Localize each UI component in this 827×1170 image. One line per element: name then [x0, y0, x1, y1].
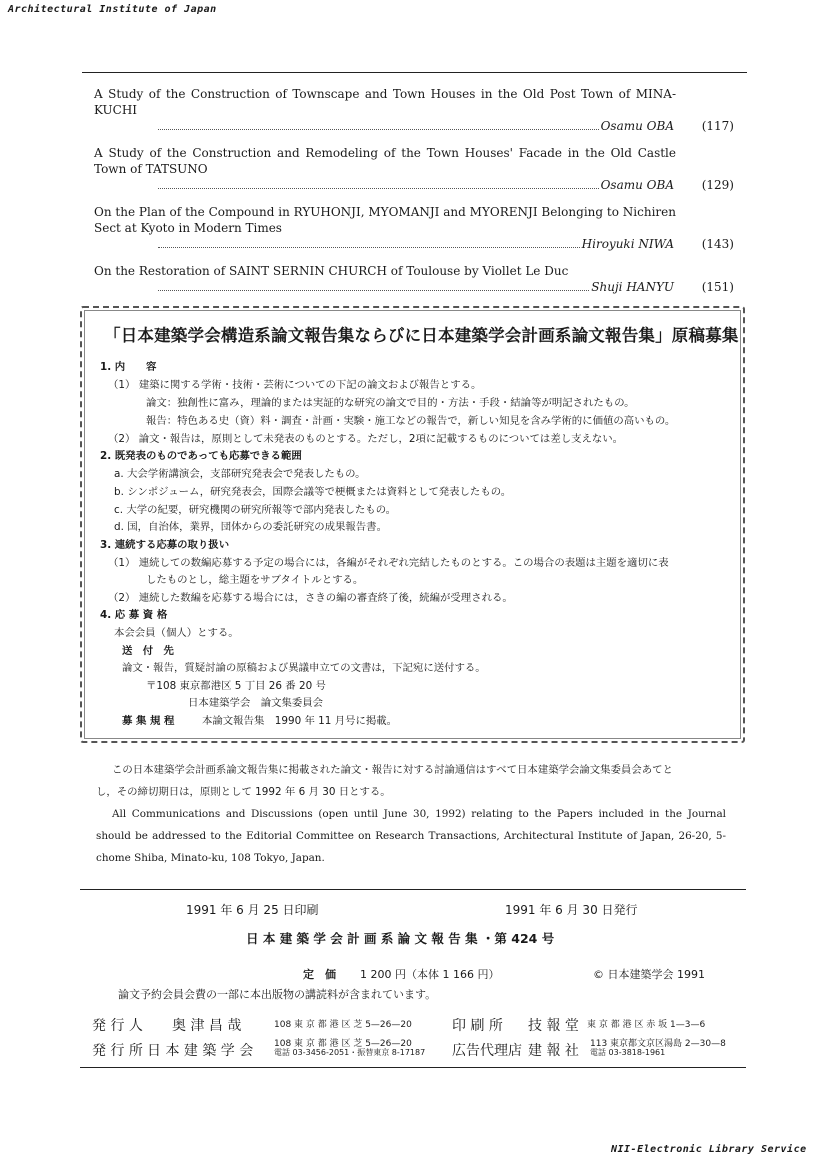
colophon-rule-top	[80, 889, 746, 890]
header-org: Architectural Institute of Japan	[8, 4, 217, 15]
issuer-label: 発 行 所	[92, 1043, 143, 1059]
cfp-line: （1） 連続しての数編応募する予定の場合には，各編がそれぞれ完結したものとする。この場合の表題は主題を適切に表	[108, 557, 669, 569]
cfp-line: 論文：独創性に富み，理論的または実証的な研究の論文で目的・方法・手段・結論等が明記されたもの。	[146, 397, 635, 409]
toc-author: Shuji HANYU	[591, 280, 674, 294]
publisher-label: 発 行 人	[92, 1018, 143, 1034]
toc-entry-2	[94, 145, 734, 193]
printer-label: 印 刷 所	[452, 1018, 503, 1034]
toc-title: On the Restoration of SAINT SERNIN CHURCH of Toulouse by Viollet Le Duc	[94, 264, 569, 278]
issuer-tel: 電話 03-3456-2051・振替東京 8-17187	[274, 1048, 426, 1057]
leader-dots	[158, 247, 580, 248]
agency-tel: 電話 03-3818-1961	[590, 1048, 666, 1057]
leader-dots	[158, 129, 599, 130]
issue-date: 1991 年 6 月 30 日発行	[505, 903, 638, 917]
cfp-title: 「日本建築学会構造系論文報告集ならびに日本建築学会計画系論文報告集」原稿募集	[104, 326, 739, 345]
toc-entry-1	[94, 86, 734, 134]
cfp-line: 4. 応 募 資 格	[100, 609, 168, 621]
cfp-line: したものとし，総主題をサブタイトルとする。	[146, 574, 364, 586]
cfp-line: 2. 既発表のものであっても応募できる範囲	[100, 450, 302, 462]
print-date: 1991 年 6 月 25 日印刷	[186, 903, 319, 917]
cfp-line: 〒108 東京都港区 5 丁目 26 番 20 号	[146, 680, 326, 692]
top-rule	[82, 72, 747, 73]
subscription-note: 論文予約会員会費の一部に本出版物の講読料が含まれています。	[118, 988, 437, 1001]
call-for-papers-box	[80, 306, 745, 743]
notes-en: All Communications and Discussions (open until June 30, 1992) relating to the Papers included in the Journal should be addressed to the Editorial Committee on Research Transactions, Architectural Institute of Japan, 26-20, 5-chome Shiba, Minato-ku, 108 Tokyo, Japan.	[96, 808, 726, 864]
toc-page: (151)	[701, 280, 734, 294]
cfp-line: 1. 内 容	[100, 361, 157, 373]
cfp-line: 本論文報告集 1990 年 11 月号に掲載。	[202, 715, 398, 727]
footer-service: NII-Electronic Library Service	[611, 1144, 807, 1155]
toc-page: (129)	[701, 178, 734, 192]
notes-ja-line: し，その締切期日は，原則として 1992 年 6 月 30 日とする。	[96, 786, 391, 798]
cfp-line: b. シンポジューム，研究発表会，国際会議等で梗概または資料として発表したもの。	[114, 486, 512, 498]
toc-title: A Study of the Construction of Townscape and Town Houses in the Old Post Town of MINA-KUCHI	[94, 87, 676, 117]
toc-author: Hiroyuki NIWA	[581, 237, 674, 251]
cfp-line: d. 国，自治体，業界，団体からの委託研究の成果報告書。	[114, 521, 387, 533]
issuer-name: 日 本 建 築 学 会	[147, 1043, 254, 1059]
printer-address: 東 京 都 港 区 赤 坂 1—3—6	[587, 1020, 706, 1030]
cfp-line: 本会会員（個人）とする。	[114, 627, 239, 639]
colophon-rule-bottom	[80, 1067, 746, 1068]
discussion-notes	[96, 759, 726, 869]
cfp-line: （2） 連続した数編を応募する場合には，さきの編の審査終了後，続編が受理される。	[108, 592, 513, 604]
cfp-line: 報告：特色ある史（資）料・調査・計画・実験・施工などの報告で，新しい知見を含み学術的に価値の高いもの。	[146, 415, 676, 427]
leader-dots	[158, 290, 589, 291]
printer-name: 技 報 堂	[528, 1018, 579, 1034]
cfp-line: c. 大学の紀要，研究機関の研究所報等で部内発表したもの。	[114, 504, 397, 516]
publisher-name: 奥 津 昌 哉	[172, 1018, 242, 1034]
issuer-address: 108 東 京 都 港 区 芝 5—26—20	[274, 1039, 412, 1049]
toc-author: Osamu OBA	[600, 178, 674, 192]
cfp-line: 送 付 先	[122, 645, 174, 657]
price: 1 200 円（本体 1 166 円）	[360, 968, 500, 981]
price-label: 定 価	[303, 968, 336, 981]
agency-address: 113 東京都文京区湯島 2—30—8	[590, 1039, 726, 1049]
cfp-line: 論文・報告，質疑討論の原稿および異議申立ての文書は，下記宛に送付する。	[122, 662, 486, 674]
cfp-line: （1） 建築に関する学術・技術・芸術についての下記の論文および報告とする。	[108, 379, 482, 391]
copyright: © 日本建築学会 1991	[593, 968, 705, 981]
journal-title: 日 本 建 築 学 会 計 画 系 論 文 報 告 集 ・第 424 号	[246, 931, 555, 946]
notes-ja-line: この日本建築学会計画系論文報告集に掲載された論文・報告に対する討論通信はすべて日本建築学会論文集委員会あてと	[112, 764, 673, 776]
toc-title: A Study of the Construction and Remodeling of the Town Houses' Facade in the Old Castle Town of TATSUNO	[94, 146, 676, 176]
toc-page: (117)	[701, 119, 734, 133]
toc-title: On the Plan of the Compound in RYUHONJI, MYOMANJI and MYORENJI Belonging to Nichiren Sect at Kyoto in Modern Times	[94, 205, 676, 235]
agency-label: 広告代理店	[452, 1043, 522, 1059]
cfp-line: 募 集 規 程	[122, 715, 175, 727]
cfp-line: 日本建築学会 論文集委員会	[188, 697, 324, 709]
toc-page: (143)	[701, 237, 734, 251]
publisher-address: 108 東 京 都 港 区 芝 5—26—20	[274, 1020, 412, 1030]
leader-dots	[158, 188, 599, 189]
cfp-line: （2） 論文・報告は，原則として未発表のものとする。ただし，2項に記載するものについては差し支えない。	[108, 433, 624, 445]
toc-entry-4	[94, 263, 734, 295]
cfp-line: 3. 連続する応募の取り扱い	[100, 539, 230, 551]
agency-name: 建 報 社	[528, 1043, 579, 1059]
toc-author: Osamu OBA	[600, 119, 674, 133]
toc-entry-3	[94, 204, 734, 252]
cfp-line: a. 大会学術講演会，支部研究発表会で発表したもの。	[114, 468, 366, 480]
